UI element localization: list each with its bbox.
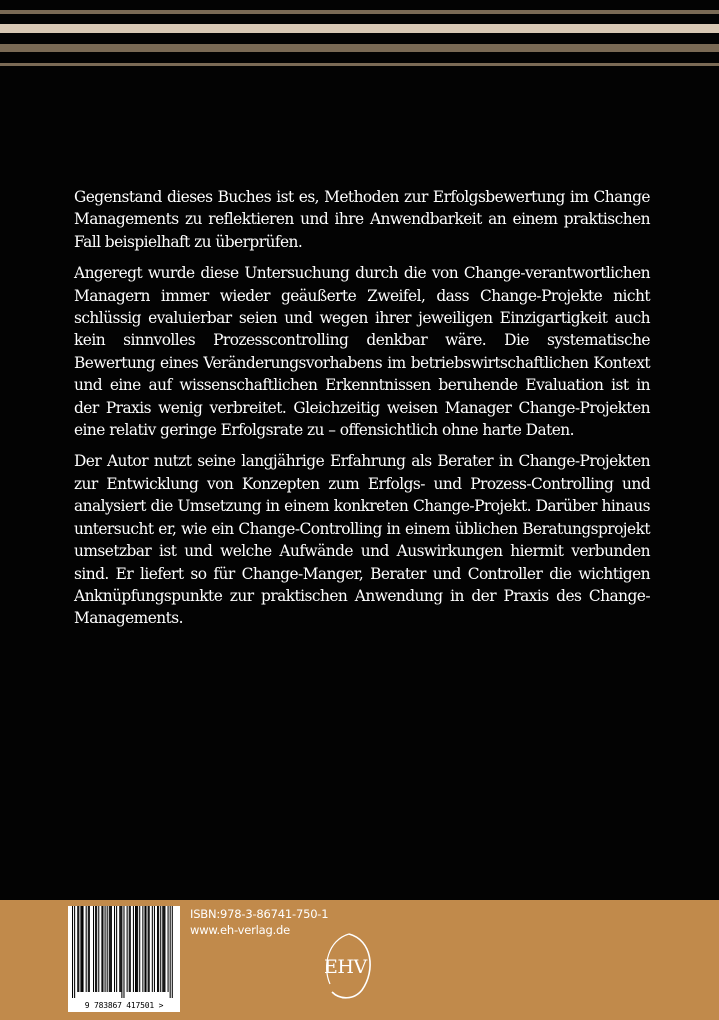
barcode-bar bbox=[88, 906, 89, 992]
top-stripe-bottom bbox=[0, 63, 719, 66]
barcode-bar bbox=[109, 906, 110, 992]
barcode-bar bbox=[142, 906, 143, 992]
barcode-bar bbox=[110, 906, 111, 992]
barcode-bar bbox=[129, 906, 130, 992]
publisher-logo-text: EHV bbox=[324, 956, 367, 978]
barcode-bar bbox=[80, 906, 81, 992]
barcode-bar bbox=[152, 906, 153, 992]
barcode-bar bbox=[83, 906, 84, 992]
barcode-bar bbox=[160, 906, 161, 992]
barcode-bar bbox=[95, 906, 96, 992]
isbn-barcode bbox=[68, 906, 180, 1012]
barcode-bar bbox=[135, 906, 136, 992]
barcode-bar bbox=[111, 906, 112, 992]
barcode-bar bbox=[105, 906, 106, 992]
barcode-bar bbox=[148, 906, 149, 992]
barcode-bar bbox=[102, 906, 103, 992]
barcode-bar bbox=[139, 906, 140, 992]
barcode-bar bbox=[74, 906, 75, 998]
barcode-bar bbox=[168, 906, 169, 992]
barcode-bar bbox=[127, 906, 128, 992]
top-stripe-mid bbox=[0, 44, 719, 52]
barcode-bar bbox=[81, 906, 82, 992]
publisher-url[interactable]: www.eh-verlag.de bbox=[190, 923, 291, 937]
barcode-bar bbox=[163, 906, 164, 992]
barcode-bar bbox=[162, 906, 163, 992]
barcode-bar bbox=[172, 906, 173, 998]
barcode-bar bbox=[146, 906, 147, 992]
barcode-bar bbox=[137, 906, 138, 992]
barcode-bar bbox=[98, 906, 99, 992]
barcode-bar bbox=[116, 906, 117, 992]
barcode-digits: 9 783867 417501 > bbox=[84, 1001, 164, 1010]
barcode-bar bbox=[164, 906, 165, 992]
barcode-bar bbox=[149, 906, 150, 992]
barcode-bars bbox=[72, 906, 176, 998]
top-stripe-light bbox=[0, 24, 719, 33]
barcode-bar bbox=[72, 906, 73, 998]
blurb-paragraph-1: Gegenstand dieses Buches ist es, Methoden zur Erfolgsbewertung im Change Managements zu reflektieren und ihre Anwendbarkeit an einem praktischen Fall beispielhaft zu überprüfen. bbox=[74, 188, 650, 251]
blurb-paragraph-2: Angeregt wurde diese Untersuchung durch die von Change-verantwortlichen Managern immer wieder geäußerte Zweifel, dass Change-Projekte nicht schlüssig evaluierbar seien und wegen ihrer jeweiligen Einzigartigkeit auch kein sinnvolles Prozesscontrolling denkbar wäre. Die systematische Bewertung eines Veränderungsvorhabens im betriebswirtschaftlichen Kontext und eine auf wissenschaftlichen Erkenntnissen beruhende Evaluation ist in der Praxis wenig verbreitet. Gleichzeitig weisen Manager Change-Projekten eine relativ geringe Erfolgsrate zu – offensichtlich ohne harte Daten. bbox=[74, 264, 650, 440]
blurb-paragraph-3: Der Autor nutzt seine langjährige Erfahrung als Berater in Change-Projekten zur Entwicklung von Konzepten zum Erfolgs- und Prozess-Controlling und analysiert die Umsetzung in einem konkreten Change-Projekt. Darüber hinaus untersucht er, wie ein Change-Controlling in einem üblichen Beratungsprojekt umsetzbar ist und welche Aufwände und Auswirkungen hiermit verbunden sind. Er liefert so für Change-Manger, Berater und Controller die wichtigen Anknüpfungspunkte zur praktischen Anwendung in der Praxis des Change-Managements. bbox=[74, 452, 650, 628]
barcode-bar bbox=[133, 906, 134, 992]
back-cover-blurb bbox=[74, 186, 650, 639]
isbn-number: ISBN:978-3-86741-750-1 bbox=[190, 907, 329, 921]
barcode-bar bbox=[121, 906, 122, 998]
barcode-bar bbox=[123, 906, 124, 998]
barcode-bar bbox=[114, 906, 115, 992]
barcode-bar bbox=[96, 906, 97, 992]
barcode-bar bbox=[78, 906, 79, 992]
barcode-bar bbox=[86, 906, 87, 992]
barcode-bar bbox=[136, 906, 137, 992]
barcode-bar bbox=[89, 906, 90, 992]
barcode-bar bbox=[119, 906, 120, 992]
barcode-bar bbox=[101, 906, 102, 992]
barcode-bar bbox=[170, 906, 171, 998]
barcode-bar bbox=[107, 906, 108, 992]
barcode-bar bbox=[130, 906, 131, 992]
barcode-bar bbox=[157, 906, 158, 992]
barcode-bar bbox=[77, 906, 78, 992]
top-stripe-thin bbox=[0, 10, 719, 14]
barcode-bar bbox=[120, 906, 121, 992]
barcode-bar bbox=[158, 906, 159, 992]
barcode-bar bbox=[144, 906, 145, 992]
barcode-bar bbox=[93, 906, 94, 992]
barcode-bar bbox=[154, 906, 155, 992]
